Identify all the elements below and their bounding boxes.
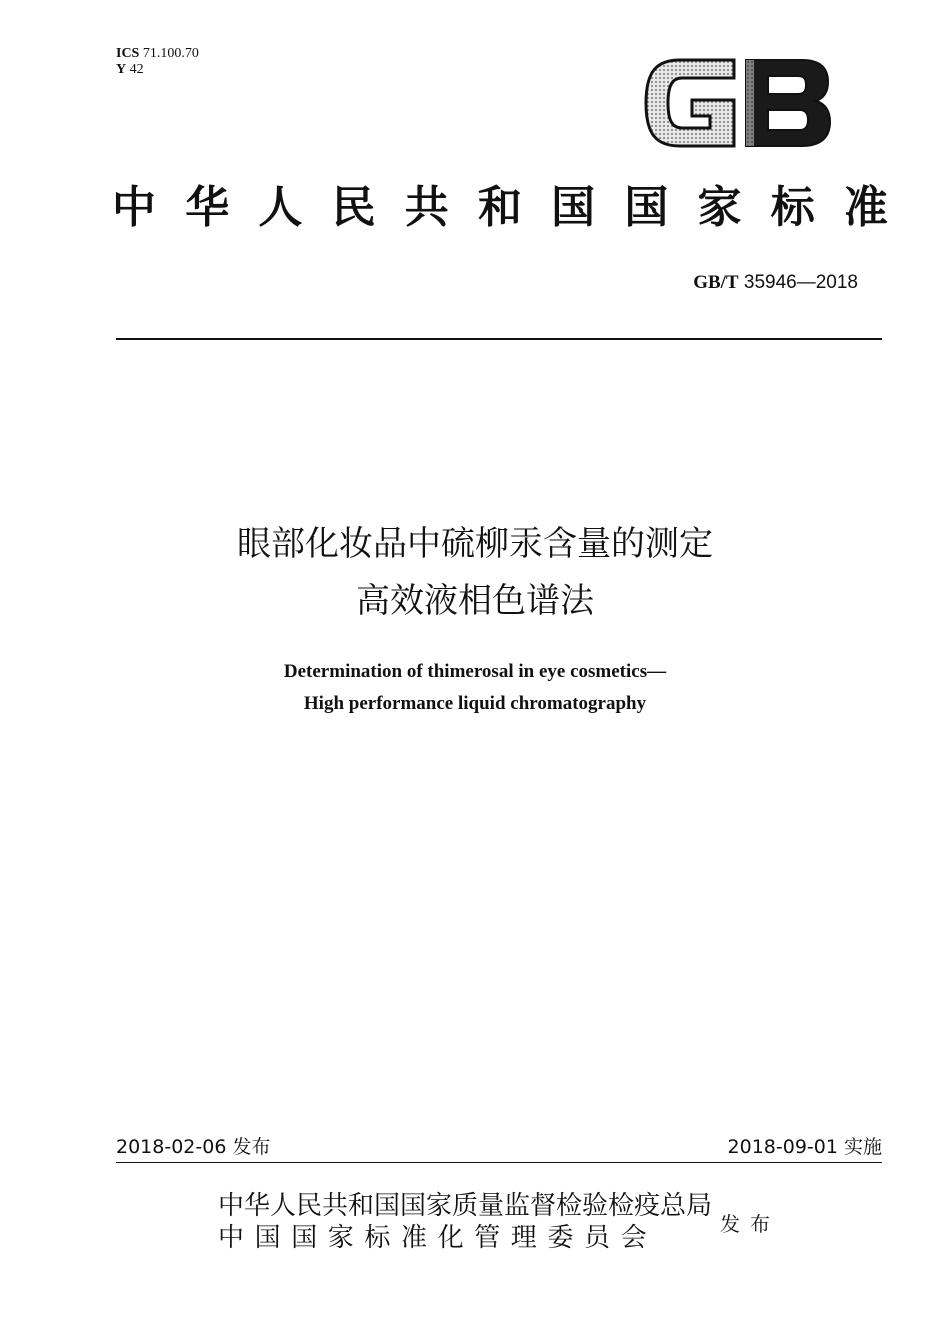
- heading-char: 民: [331, 182, 376, 233]
- heading-char: 国: [551, 182, 596, 233]
- heading-char: 共: [404, 182, 449, 233]
- heading-char: 华: [185, 182, 230, 233]
- standard-number-value: 35946—2018: [743, 272, 858, 293]
- standard-number-prefix: GB/T: [693, 272, 739, 293]
- ics-label: ICS: [116, 46, 140, 61]
- publisher-line-1: 中华人民共和国国家质量监督检验检疫总局: [218, 1191, 713, 1221]
- heading-char: 家: [697, 182, 742, 233]
- heading-char: 准: [843, 182, 888, 233]
- ccs-line: [116, 62, 199, 78]
- chinese-title-line-2: 高效液相色谱法: [356, 581, 594, 621]
- english-title-line-1: Determination of thimerosal in eye cosmetics—: [283, 661, 667, 682]
- top-divider: [116, 338, 882, 340]
- standard-number: [693, 272, 858, 294]
- publisher-line-2: 中国国家标准化管理委员会: [218, 1223, 658, 1253]
- implementation-date: 2018-09-01 实施: [727, 1136, 882, 1158]
- standard-type-heading: [112, 180, 888, 236]
- heading-char: 和: [477, 182, 522, 233]
- heading-char: 人: [258, 182, 303, 233]
- heading-char: 标: [770, 182, 815, 233]
- heading-char: 中: [112, 182, 156, 233]
- ccs-label: Y: [116, 62, 127, 77]
- issue-date: 2018-02-06 发布: [116, 1136, 271, 1158]
- classification-codes: [116, 46, 199, 78]
- bottom-divider: [116, 1162, 882, 1163]
- chinese-title-line-1: 眼部化妆品中硫柳汞含量的测定: [237, 524, 713, 564]
- gb-logo: [642, 56, 834, 150]
- ics-code: 71.100.70: [142, 46, 199, 61]
- ccs-code: 42: [129, 62, 144, 77]
- english-title-line-2: High performance liquid chromatography: [303, 693, 647, 714]
- release-label: 发布: [720, 1212, 780, 1236]
- heading-char: 国: [624, 182, 669, 233]
- ics-line: [116, 46, 199, 62]
